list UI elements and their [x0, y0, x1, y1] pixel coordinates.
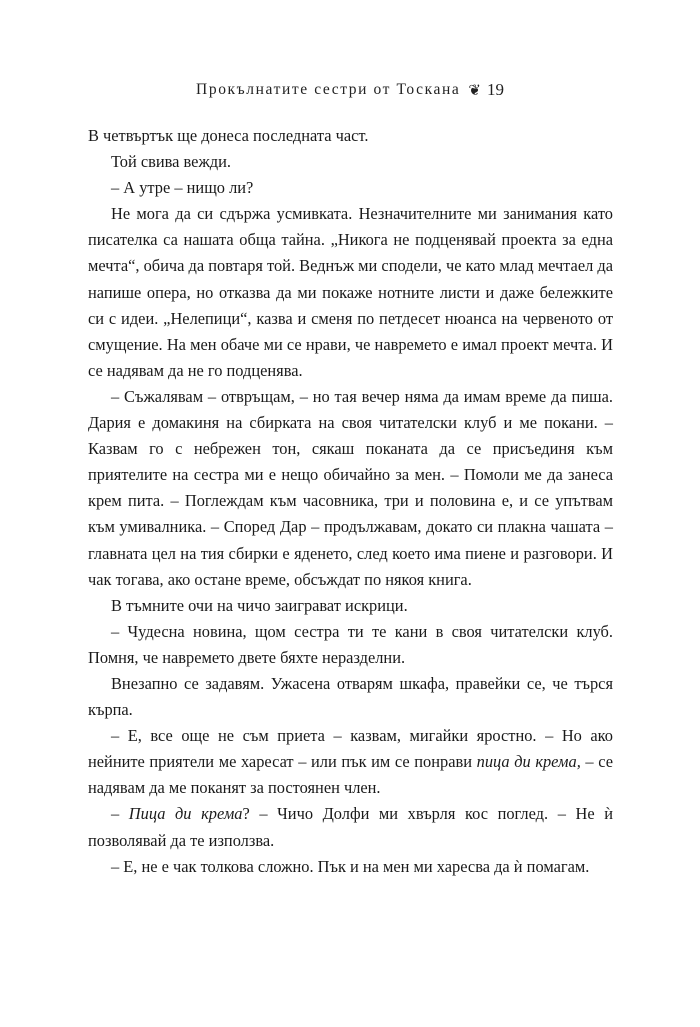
paragraph	[88, 619, 613, 671]
paragraph	[88, 593, 613, 619]
paragraph	[88, 671, 613, 723]
paragraph	[88, 384, 613, 593]
paragraph	[88, 854, 613, 880]
paragraph	[88, 723, 613, 801]
text-run: В тъмните очи на чичо заиграват искрици.	[111, 595, 408, 615]
text-run: – Е, не е чак толкова сложно. Пък и на мен ми харесва да ѝ помагам.	[111, 856, 590, 876]
text-run: – Съжалявам – отвръщам, – но тая вечер няма да имам време да пиша. Дария е домакиня на сбирката на своя читателски клуб и ме покани. – Казвам го с небрежен тон, сякаш поканата да се присъединя към приятелите на сестра ми е нещо обичайно за мен. – Помоли ме да занеса крем пита. – Поглеждам към часовника, три и половина е, и се упътвам към умивалника. – Според Дар – продължавам, докато си плакна чашата – главната цел на тия сбирки е яденето, след което има пиене и разговори. И чак тогава, ако остане време, обсъждат по някоя книга.	[88, 386, 613, 589]
text-run: – Е, все още не съм приета – казвам, мигайки яростно. – Но ако нейните приятели ме харесат – или пък им се понрави	[88, 726, 613, 772]
paragraph	[88, 149, 613, 175]
text-run: В четвъртък ще донеса последната част.	[88, 126, 369, 145]
paragraph	[88, 201, 613, 384]
running-title: Прокълнатите сестри от Тоскана	[196, 81, 461, 98]
italic-run: пица ди крема,	[476, 752, 581, 772]
italic-run: Пица ди крема	[128, 804, 243, 824]
paragraph	[88, 801, 613, 853]
text-run: – се надявам да ме поканят за постоянен член.	[88, 752, 613, 798]
text-run: Той свива вежди.	[111, 152, 231, 172]
paragraph	[88, 123, 613, 149]
running-header	[0, 76, 700, 104]
text-run: –	[111, 804, 129, 824]
fleuron-icon: ❦	[468, 82, 481, 99]
paragraph	[88, 175, 613, 201]
text-run: Внезапно се задавям. Ужасена отварям шкафа, правейки се, че търся кърпа.	[88, 673, 613, 720]
text-run: ? – Чичо Долфи ми хвърля кос поглед. – Не ѝ позволявай да те използва.	[88, 804, 613, 850]
page-number: 19	[486, 80, 504, 99]
text-run: – А утре – нищо ли?	[111, 178, 254, 198]
text-run: – Чудесна новина, щом сестра ти те кани в своя читателски клуб. Помня, че навремето двете бяхте неразделни.	[88, 621, 613, 667]
text-run: Не мога да си сдържа усмивката. Незначителните ми занимания като писателка са нашата обща тайна. „Никога не подценявай проекта за една мечта“, обича да повтаря той. Веднъж ми сподели, че като млад мечтаел да напише опера, но отказва да ми покаже нотните листи и даже бележките си с идеи. „Нелепици“, казва и сменя по петдесет нюанса на червеното от смущение. На мен обаче ми се нрави, че навремето е имал проект мечта. И се надявам да не го подценява.	[88, 204, 613, 380]
body-text	[88, 123, 613, 880]
